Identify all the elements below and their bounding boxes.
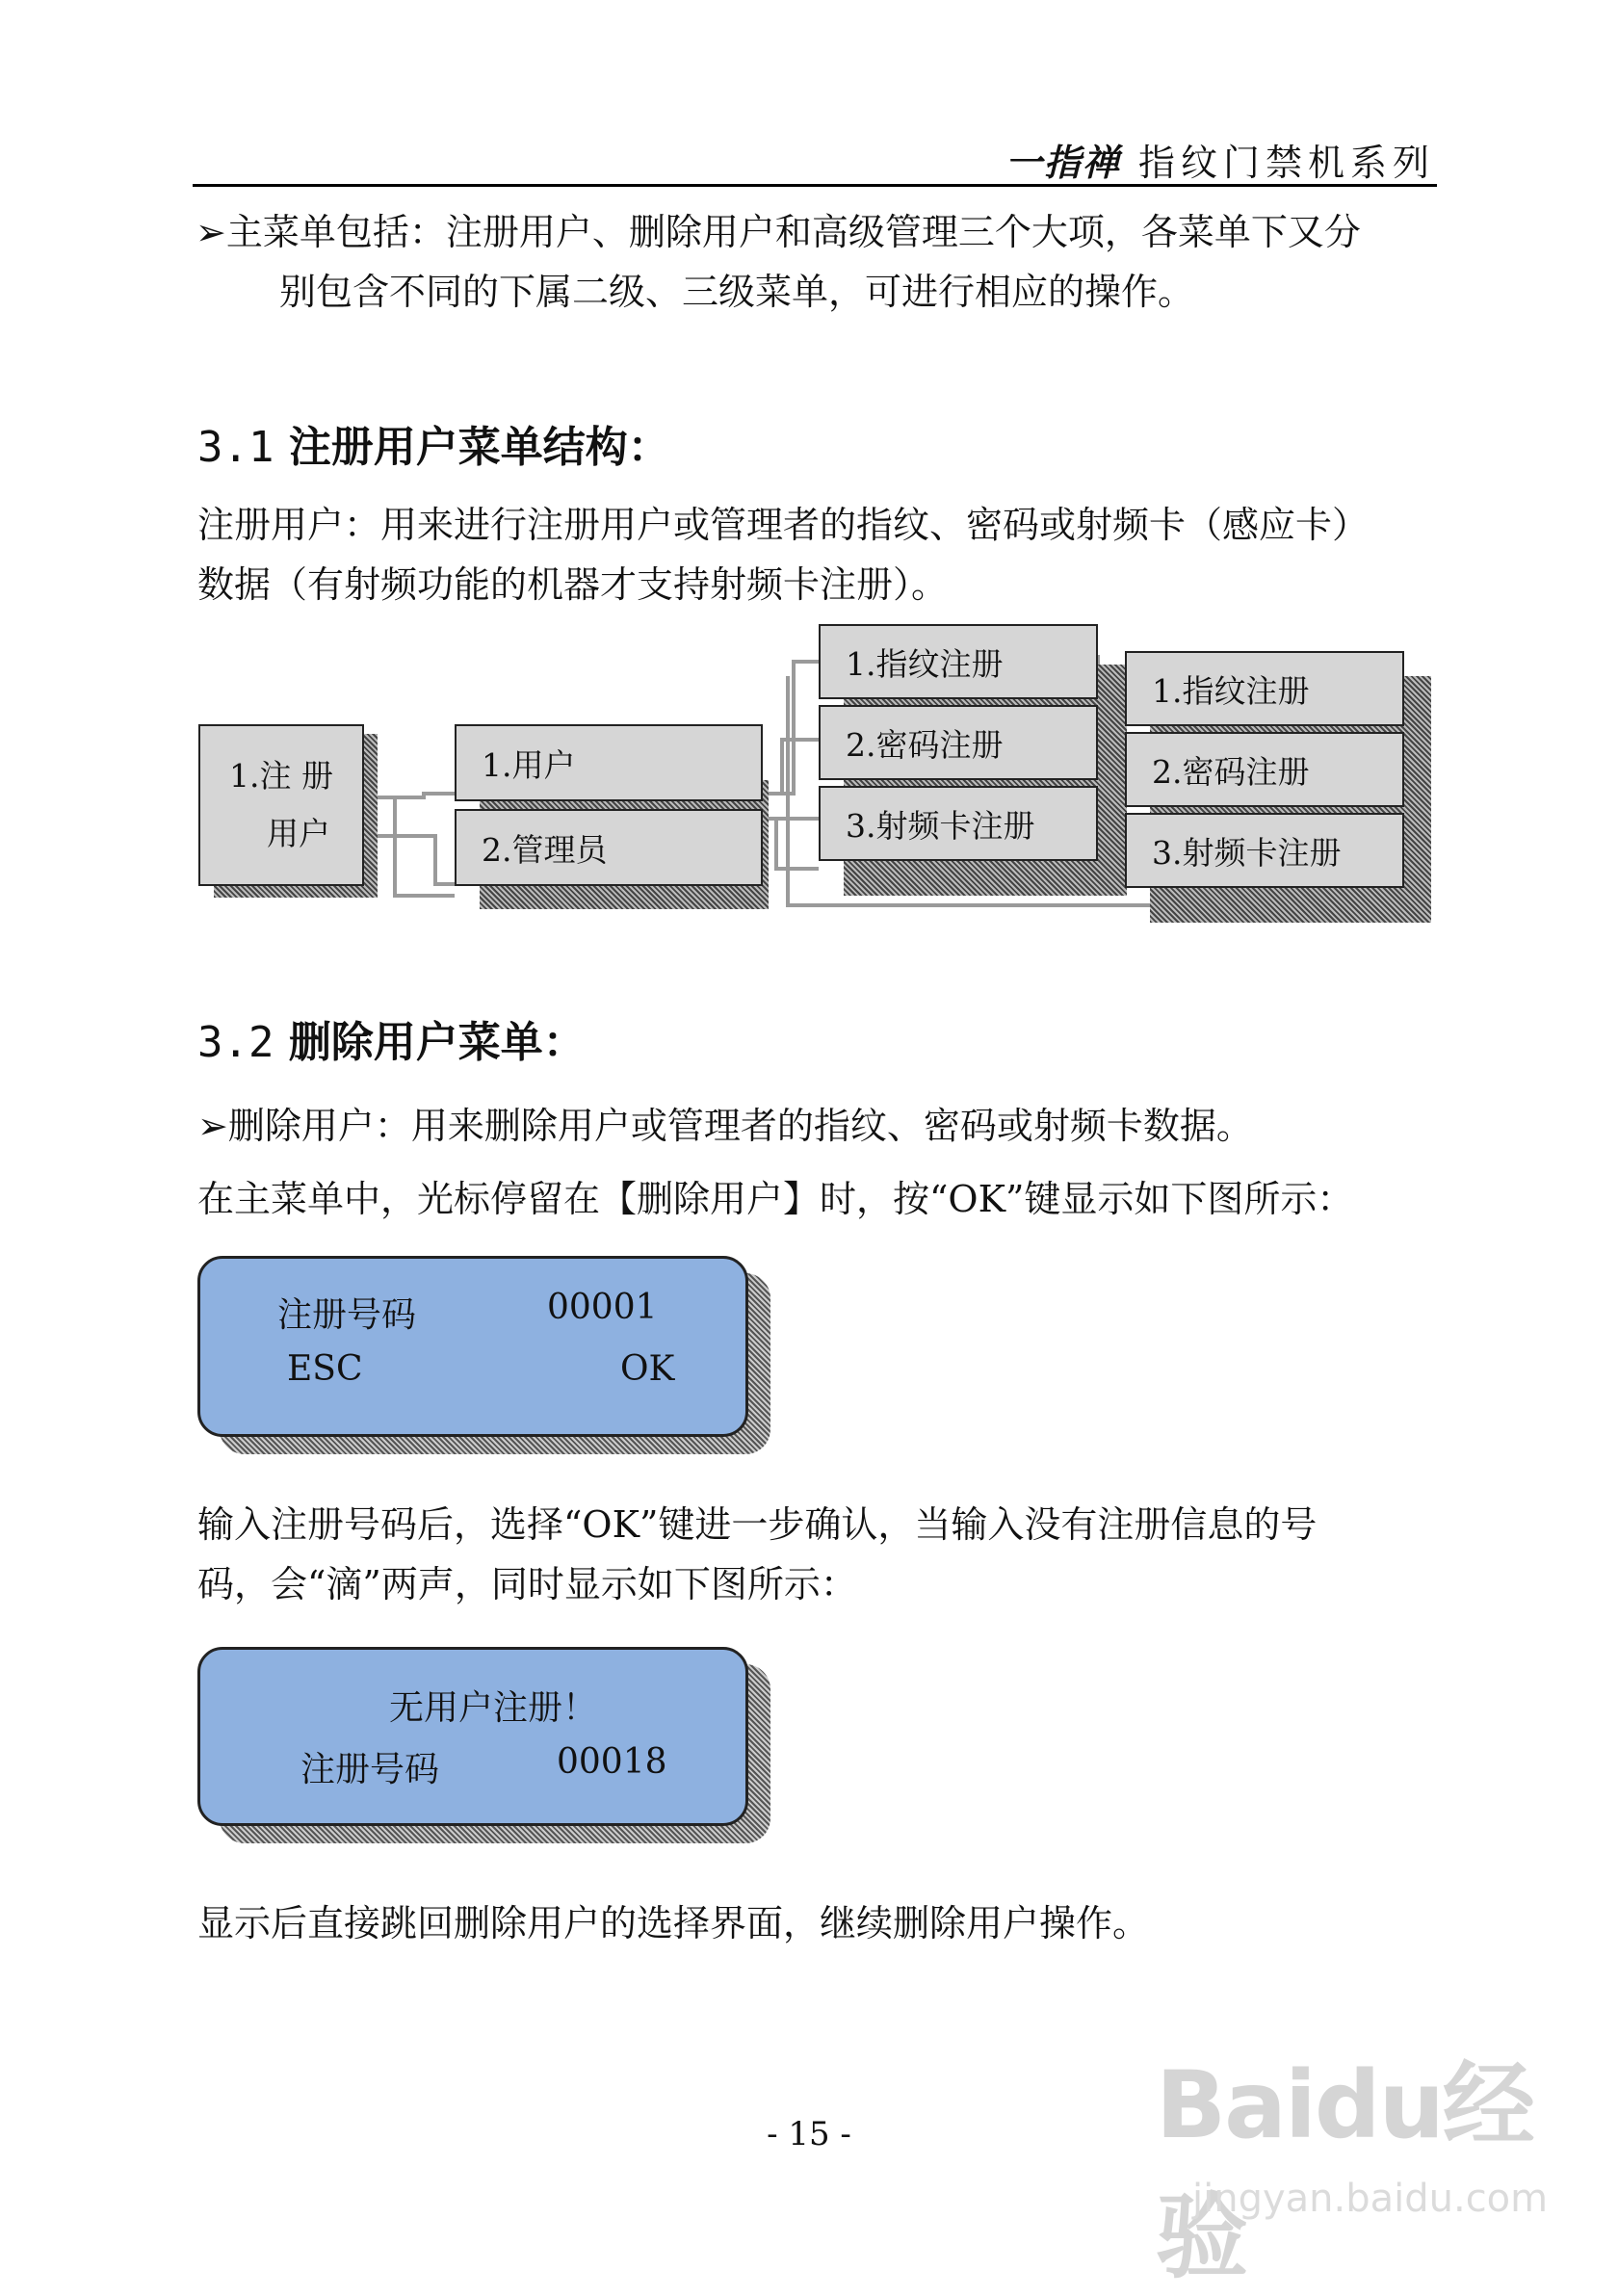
section-3-1-text-2: 数据（有射频功能的机器才支持射频卡注册）。	[197, 563, 949, 606]
series-name: 指纹门禁机系列	[1137, 142, 1435, 184]
baidu-watermark	[1156, 2032, 1579, 2291]
lcd-value: 00018	[557, 1742, 667, 1782]
menu-root-register-user	[198, 724, 364, 886]
section-3-2-text-2: 在主菜单中，光标停留在【删除用户】时，按“OK”键显示如下图所示：	[197, 1178, 1354, 1220]
section-3-2-text-5: 显示后直接跳回删除用户的选择界面，继续删除用户操作。	[197, 1902, 1150, 1944]
menu-structure-diagram	[193, 616, 1445, 925]
section-number: 3.1	[197, 423, 274, 472]
lcd-esc-label: ESC	[287, 1349, 363, 1389]
lcd-ok-label: OK	[620, 1349, 675, 1389]
menu-level3b-fingerprint: 1.指纹注册	[1125, 651, 1404, 726]
section-3-1-heading	[197, 412, 670, 474]
section-title: 注册用户菜单结构：	[288, 423, 670, 472]
menu-level3b-rfcard: 3.射频卡注册	[1125, 813, 1404, 888]
menu-level3b-password: 2.密码注册	[1125, 732, 1404, 807]
page-number: - 15 -	[767, 2115, 851, 2153]
intro-line-2: 别包含不同的下属二级、三级菜单，可进行相应的操作。	[279, 271, 1195, 313]
menu-level3a-rfcard: 3.射频卡注册	[819, 786, 1098, 861]
menu-level2-admin: 2.管理员	[455, 809, 763, 886]
lcd-screen-register-number	[197, 1256, 748, 1437]
lcd-label: 注册号码	[277, 1295, 417, 1335]
section-title: 删除用户菜单：	[288, 1018, 586, 1067]
header-rule	[193, 184, 1437, 187]
watermark-logo: Baidu经验	[1156, 2051, 1533, 2291]
lcd-value: 00001	[547, 1288, 658, 1327]
intro-line-1: ➢主菜单包括：注册用户、删除用户和高级管理三个大项，各菜单下又分	[196, 211, 1361, 253]
running-header	[193, 133, 1435, 184]
root-label-line-1: 1.注 册	[229, 757, 333, 795]
section-3-2-text-3: 输入注册号码后，选择“OK”键进一步确认，当输入没有注册信息的号	[197, 1503, 1318, 1546]
lcd-screen-no-user	[197, 1647, 748, 1826]
menu-level3a-fingerprint: 1.指纹注册	[819, 624, 1098, 699]
watermark-url: jingyan.baidu.com	[1192, 2177, 1549, 2221]
lcd-message: 无用户注册！	[389, 1688, 598, 1728]
section-3-2-text-4: 码，会“滴”两声，同时显示如下图所示：	[197, 1563, 857, 1605]
section-3-2-heading	[197, 1007, 586, 1069]
lcd-label: 注册号码	[300, 1750, 440, 1789]
section-3-2-text-1: ➢删除用户：用来删除用户或管理者的指纹、密码或射频卡数据。	[197, 1105, 1253, 1147]
section-number: 3.2	[197, 1018, 274, 1067]
menu-level2-user: 1.用户	[455, 724, 763, 801]
section-3-1-text-1: 注册用户：用来进行注册用户或管理者的指纹、密码或射频卡（感应卡）	[197, 504, 1370, 546]
brand-name: 一指禅	[1005, 142, 1121, 184]
root-label-line-2: 用户	[267, 815, 330, 852]
menu-level3a-password: 2.密码注册	[819, 705, 1098, 780]
